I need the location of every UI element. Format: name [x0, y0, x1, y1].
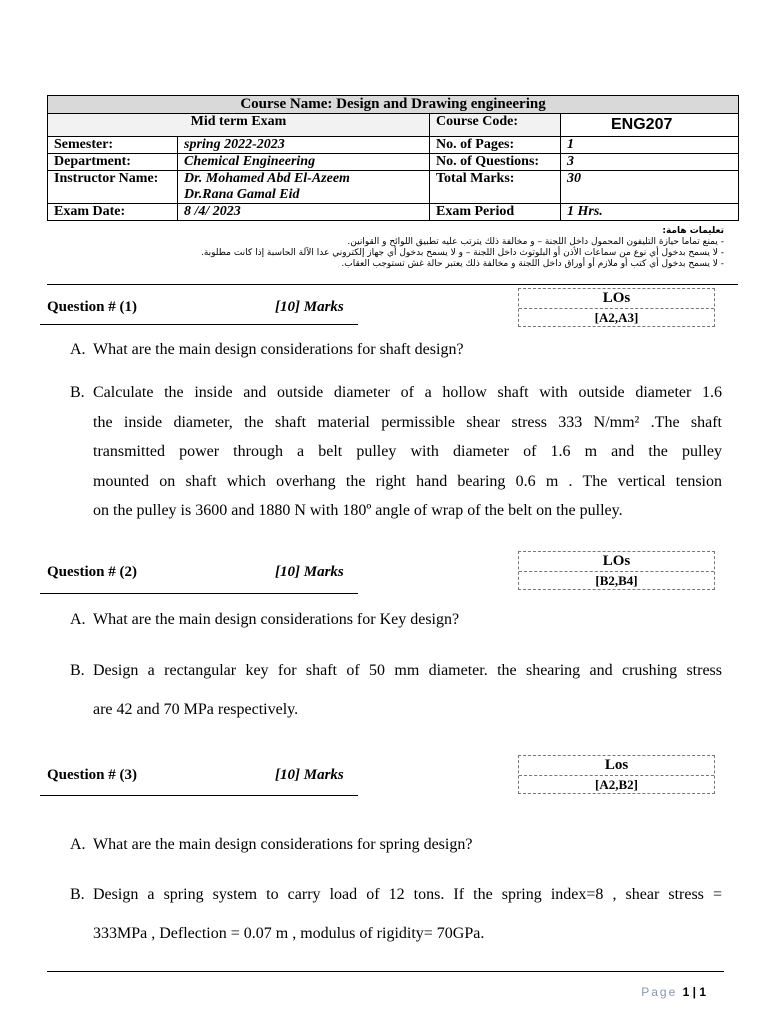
text-line: on the pulley is 3600 and 1880 N with 180º angle of wrap of the belt on the pulley.	[93, 502, 623, 519]
date-label: Exam Date:	[48, 204, 178, 221]
question-1-part-a: A. What are the main design considerations for shaft design?	[70, 341, 464, 358]
question-2-underline	[40, 593, 358, 594]
marks-value: 30	[561, 171, 739, 204]
text-line: Design a rectangular key for shaft of 50 mm diameter. the shearing and crushing stress	[93, 662, 722, 679]
text-line: are 42 and 70 MPa respectively.	[93, 701, 299, 718]
question-2-los-box	[518, 551, 715, 590]
page-word: Page	[641, 985, 678, 999]
department-label: Department:	[48, 154, 178, 171]
question-2-title: Question # (2)	[47, 564, 137, 580]
question-3-title: Question # (3)	[47, 767, 137, 783]
instruction-line: - لا يسمح بدخول أي كتب أو ملازم أو أوراق داخل اللجنة و مخالفة ذلك يعتبر حالة غش تستوجب العقاب.	[341, 259, 724, 269]
question-1-los-box	[518, 288, 715, 327]
instructor-value	[178, 171, 430, 204]
los-label: Los	[519, 756, 714, 776]
los-value: [A2,A3]	[594, 310, 639, 325]
course-code: ENG207	[561, 114, 739, 137]
exam-type: Mid term Exam	[48, 114, 430, 137]
los-value: [A2,B2]	[595, 777, 638, 792]
question-3-part-a: A. What are the main design considerations for spring design?	[70, 836, 473, 853]
question-3-underline	[40, 795, 358, 796]
text-line: transmitted power through a belt pulley with diameter of 1.6 m and the pulley	[93, 443, 722, 460]
question-3-marks: [10] Marks	[275, 767, 344, 783]
period-label: Exam Period	[430, 204, 561, 221]
question-1-title: Question # (1)	[47, 299, 137, 315]
questions-value: 3	[561, 154, 739, 171]
course-code-label: Course Code:	[430, 114, 561, 137]
semester-label: Semester:	[48, 137, 178, 154]
pages-value: 1	[561, 137, 739, 154]
question-1-part-b: B. Calculate the inside and outside diameter of a hollow shaft with outside diameter 1.6 the inside diameter, the shaft material permissible shear stress 333 N/mm² .The shaft transmitted power through a belt pulley with diameter of 1.6 m and the pulley mounted on shaft which overhang the right hand bearing 0.6 m . The vertical tension on the pulley is 3600 and 1880 N with 180º angle of wrap of the belt on the pulley.	[70, 378, 722, 526]
department-value: Chemical Engineering	[178, 154, 430, 171]
text-line: the inside diameter, the shaft material permissible shear stress 333 N/mm² .The shaft	[93, 413, 722, 431]
text-line: Calculate the inside and outside diameter of a hollow shaft with outside diameter 1.6	[93, 384, 722, 401]
exam-header-table	[47, 95, 739, 221]
instruction-line: - يمنع تماما حيازة التليفون المحمول داخل اللجنة – و مخالفة ذلك يترتب عليه تطبيق اللوائح و القوانين.	[347, 237, 724, 247]
los-value: [B2,B4]	[595, 573, 638, 588]
questions-label: No. of Questions:	[430, 154, 561, 171]
instructions-heading: تعليمات هامة:	[662, 226, 724, 236]
page-footer	[641, 985, 706, 999]
question-2-part-b: B. Design a rectangular key for shaft of 50 mm diameter. the shearing and crushing stress are 42 and 70 MPa respectively.	[70, 651, 722, 729]
marks-label: Total Marks:	[430, 171, 561, 204]
question-3-part-b: B. Design a spring system to carry load of 12 tons. If the spring index=8 , shear stress = 333MPa , Deflection = 0.07 m , modulus of rigidity= 70GPa.	[70, 875, 722, 953]
pages-label: No. of Pages:	[430, 137, 561, 154]
text-line: mounted on shaft which overhang the right hand bearing 0.6 m . The vertical tension	[93, 472, 722, 490]
text-line: Design a spring system to carry load of 12 tons. If the spring index=8 , shear stress =	[93, 886, 722, 903]
semester-value: spring 2022-2023	[178, 137, 430, 154]
footer-divider	[47, 971, 724, 972]
los-label: LOs	[519, 552, 714, 572]
instructor-1: Dr. Mohamed Abd El-Azeem	[184, 171, 350, 186]
course-name: Course Name: Design and Drawing engineering	[48, 96, 739, 114]
period-value: 1 Hrs.	[561, 204, 739, 221]
question-3-los-box	[518, 755, 715, 794]
divider	[47, 284, 738, 285]
question-1-marks: [10] Marks	[275, 299, 344, 315]
instructor-label: Instructor Name:	[48, 171, 178, 204]
page-number: 1 | 1	[682, 985, 706, 999]
question-2-marks: [10] Marks	[275, 564, 344, 580]
los-label: LOs	[519, 289, 714, 309]
date-value: 8 /4/ 2023	[178, 204, 430, 221]
question-1-underline	[40, 324, 358, 325]
instructions	[34, 226, 724, 270]
instructor-2: Dr.Rana Gamal Eid	[184, 187, 300, 202]
instruction-line: - لا يسمح بدخول أي نوع من سماعات الأذن أو البلوتوث داخل اللجنة – و لا يسمح بدخول أي جهاز إلكتروني عدا الآلة الحاسبة إذا كانت مطلوبة.	[200, 248, 724, 258]
text-line: 333MPa , Deflection = 0.07 m , modulus of rigidity= 70GPa.	[93, 925, 485, 942]
question-2-part-a: A. What are the main design considerations for Key design?	[70, 611, 460, 628]
